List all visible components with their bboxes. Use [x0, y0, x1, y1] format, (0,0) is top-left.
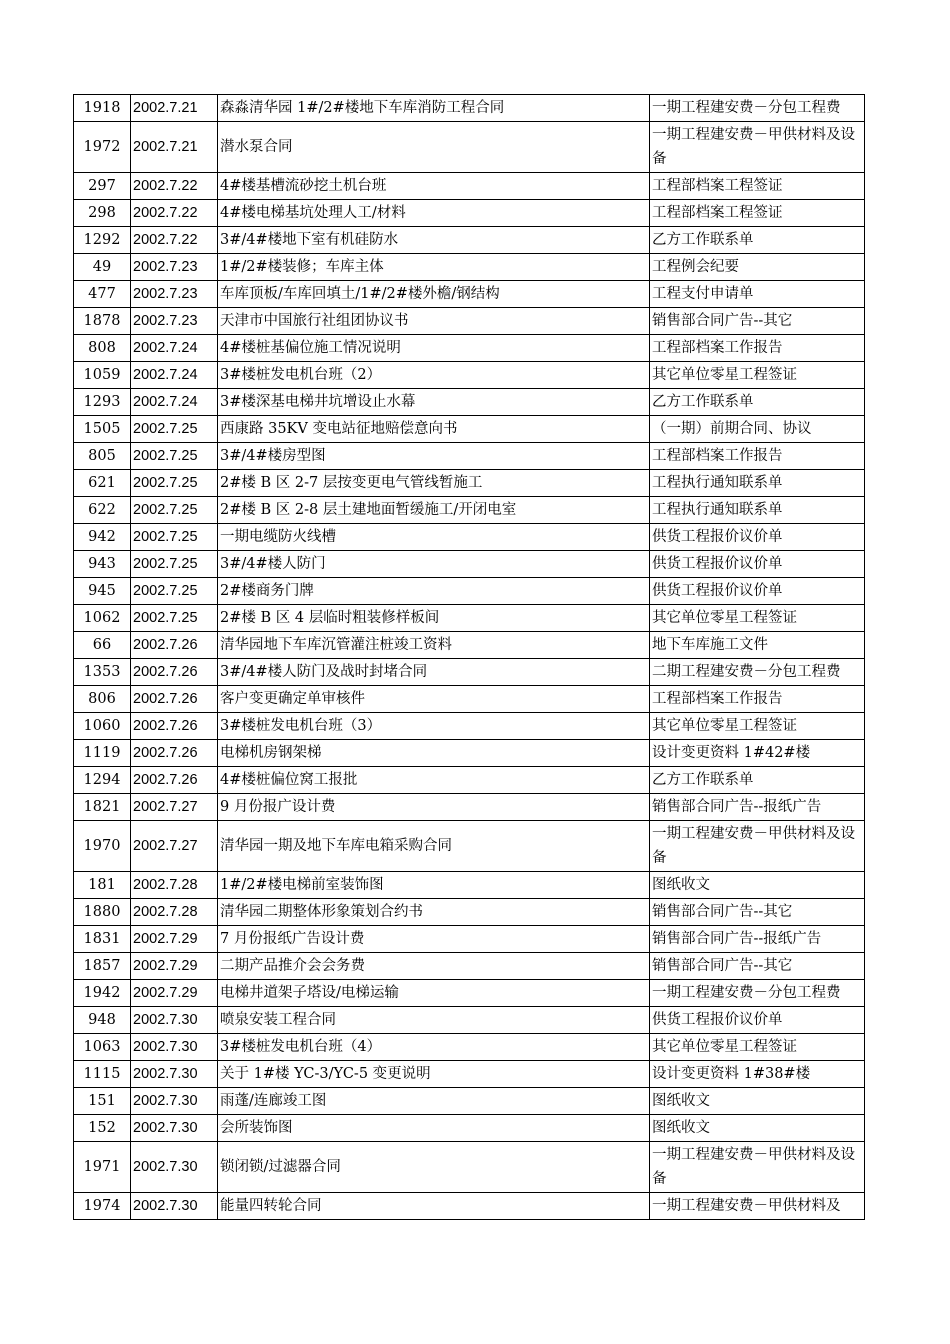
table-row [74, 95, 865, 122]
description-cell: 3#楼深基电梯井坑增设止水幕 [218, 389, 650, 416]
description-cell: 9 月份报广设计费 [218, 794, 650, 821]
table-row [74, 1061, 865, 1088]
table-row [74, 335, 865, 362]
description-cell: 西康路 35KV 变电站征地赔偿意向书 [218, 416, 650, 443]
description-cell: 7 月份报纸广告设计费 [218, 926, 650, 953]
date-cell: 2002.7.25 [131, 524, 218, 551]
description-cell: 会所装饰图 [218, 1115, 650, 1142]
category-cell: （一期）前期合同、协议 [650, 416, 865, 443]
description-cell: 2#楼 B 区 2-7 层按变更电气管线暂施工 [218, 470, 650, 497]
date-cell: 2002.7.23 [131, 254, 218, 281]
table-row [74, 899, 865, 926]
description-cell: 4#楼桩基偏位施工情况说明 [218, 335, 650, 362]
date-cell: 2002.7.27 [131, 794, 218, 821]
table-row [74, 632, 865, 659]
category-cell: 供货工程报价议价单 [650, 524, 865, 551]
date-cell: 2002.7.30 [131, 1142, 218, 1193]
table-row [74, 872, 865, 899]
record-number-cell: 49 [74, 254, 131, 281]
record-number-cell: 477 [74, 281, 131, 308]
record-number-cell: 1059 [74, 362, 131, 389]
category-cell: 地下车库施工文件 [650, 632, 865, 659]
table-row [74, 281, 865, 308]
table-row [74, 1088, 865, 1115]
record-number-cell: 808 [74, 335, 131, 362]
category-cell: 设计变更资料 1#38#楼 [650, 1061, 865, 1088]
date-cell: 2002.7.30 [131, 1007, 218, 1034]
category-cell: 图纸收文 [650, 1088, 865, 1115]
date-cell: 2002.7.23 [131, 308, 218, 335]
table-row [74, 740, 865, 767]
category-cell: 销售部合同广告--报纸广告 [650, 794, 865, 821]
record-number-cell: 151 [74, 1088, 131, 1115]
description-cell: 1#/2#楼电梯前室装饰图 [218, 872, 650, 899]
table-row [74, 389, 865, 416]
table-row [74, 767, 865, 794]
table-row [74, 524, 865, 551]
record-number-cell: 1831 [74, 926, 131, 953]
record-number-cell: 1918 [74, 95, 131, 122]
table-row [74, 659, 865, 686]
table-row [74, 497, 865, 524]
date-cell: 2002.7.29 [131, 980, 218, 1007]
category-cell: 销售部合同广告--报纸广告 [650, 926, 865, 953]
record-number-cell: 621 [74, 470, 131, 497]
description-cell: 2#楼 B 区 4 层临时粗装修样板间 [218, 605, 650, 632]
table-row [74, 173, 865, 200]
description-cell: 二期产品推介会会务费 [218, 953, 650, 980]
category-cell: 其它单位零星工程签证 [650, 1034, 865, 1061]
category-cell: 图纸收文 [650, 872, 865, 899]
category-cell: 设计变更资料 1#42#楼 [650, 740, 865, 767]
record-number-cell: 152 [74, 1115, 131, 1142]
record-number-cell: 1292 [74, 227, 131, 254]
category-cell: 销售部合同广告--其它 [650, 899, 865, 926]
category-cell: 一期工程建安费－甲供材料及设备 [650, 821, 865, 872]
category-cell: 乙方工作联系单 [650, 227, 865, 254]
description-cell: 喷泉安装工程合同 [218, 1007, 650, 1034]
date-cell: 2002.7.25 [131, 443, 218, 470]
table-row [74, 416, 865, 443]
record-number-cell: 1062 [74, 605, 131, 632]
date-cell: 2002.7.30 [131, 1193, 218, 1220]
date-cell: 2002.7.24 [131, 335, 218, 362]
date-cell: 2002.7.25 [131, 578, 218, 605]
record-number-cell: 1353 [74, 659, 131, 686]
date-cell: 2002.7.29 [131, 953, 218, 980]
record-number-cell: 1942 [74, 980, 131, 1007]
category-cell: 其它单位零星工程签证 [650, 605, 865, 632]
record-number-cell: 1063 [74, 1034, 131, 1061]
record-number-cell: 806 [74, 686, 131, 713]
category-cell: 供货工程报价议价单 [650, 1007, 865, 1034]
table-row [74, 551, 865, 578]
date-cell: 2002.7.22 [131, 173, 218, 200]
description-cell: 3#楼桩发电机台班（4） [218, 1034, 650, 1061]
record-number-cell: 181 [74, 872, 131, 899]
date-cell: 2002.7.25 [131, 497, 218, 524]
table-row [74, 578, 865, 605]
description-cell: 3#/4#楼地下室有机硅防水 [218, 227, 650, 254]
table-row [74, 1007, 865, 1034]
table-row [74, 122, 865, 173]
date-cell: 2002.7.24 [131, 362, 218, 389]
description-cell: 4#楼基槽流砂挖土机台班 [218, 173, 650, 200]
date-cell: 2002.7.27 [131, 821, 218, 872]
record-number-cell: 943 [74, 551, 131, 578]
date-cell: 2002.7.22 [131, 227, 218, 254]
description-cell: 能量四转轮合同 [218, 1193, 650, 1220]
description-cell: 清华园二期整体形象策划合约书 [218, 899, 650, 926]
description-cell: 清华园地下车库沉管灌注桩竣工资料 [218, 632, 650, 659]
description-cell: 电梯机房钢架梯 [218, 740, 650, 767]
table-row [74, 1193, 865, 1220]
record-number-cell: 942 [74, 524, 131, 551]
category-cell: 乙方工作联系单 [650, 767, 865, 794]
category-cell: 一期工程建安费－甲供材料及设备 [650, 1142, 865, 1193]
category-cell: 工程例会纪要 [650, 254, 865, 281]
table-row [74, 1034, 865, 1061]
record-number-cell: 622 [74, 497, 131, 524]
description-cell: 关于 1#楼 YC-3/YC-5 变更说明 [218, 1061, 650, 1088]
date-cell: 2002.7.26 [131, 659, 218, 686]
record-number-cell: 945 [74, 578, 131, 605]
record-number-cell: 1972 [74, 122, 131, 173]
record-number-cell: 1821 [74, 794, 131, 821]
record-number-cell: 1878 [74, 308, 131, 335]
date-cell: 2002.7.21 [131, 122, 218, 173]
record-number-cell: 1970 [74, 821, 131, 872]
table-row [74, 821, 865, 872]
record-number-cell: 1505 [74, 416, 131, 443]
category-cell: 工程部档案工作报告 [650, 443, 865, 470]
table-row [74, 362, 865, 389]
table-row [74, 1142, 865, 1193]
date-cell: 2002.7.24 [131, 389, 218, 416]
date-cell: 2002.7.25 [131, 470, 218, 497]
date-cell: 2002.7.26 [131, 767, 218, 794]
table-row [74, 926, 865, 953]
category-cell: 工程执行通知联系单 [650, 497, 865, 524]
description-cell: 1#/2#楼装修；车库主体 [218, 254, 650, 281]
category-cell: 销售部合同广告--其它 [650, 953, 865, 980]
record-number-cell: 948 [74, 1007, 131, 1034]
description-cell: 车库顶板/车库回填土/1#/2#楼外檐/钢结构 [218, 281, 650, 308]
record-number-cell: 1119 [74, 740, 131, 767]
category-cell: 工程部档案工作报告 [650, 686, 865, 713]
record-number-cell: 298 [74, 200, 131, 227]
description-cell: 清华园一期及地下车库电箱采购合同 [218, 821, 650, 872]
description-cell: 雨蓬/连廊竣工图 [218, 1088, 650, 1115]
date-cell: 2002.7.30 [131, 1088, 218, 1115]
description-cell: 客户变更确定单审核件 [218, 686, 650, 713]
record-number-cell: 1974 [74, 1193, 131, 1220]
date-cell: 2002.7.25 [131, 605, 218, 632]
date-cell: 2002.7.21 [131, 95, 218, 122]
date-cell: 2002.7.26 [131, 740, 218, 767]
date-cell: 2002.7.28 [131, 899, 218, 926]
table-row [74, 254, 865, 281]
category-cell: 一期工程建安费－甲供材料及设备 [650, 122, 865, 173]
category-cell: 其它单位零星工程签证 [650, 713, 865, 740]
category-cell: 乙方工作联系单 [650, 389, 865, 416]
description-cell: 2#楼商务门牌 [218, 578, 650, 605]
date-cell: 2002.7.26 [131, 632, 218, 659]
description-cell: 一期电缆防火线槽 [218, 524, 650, 551]
record-number-cell: 1294 [74, 767, 131, 794]
date-cell: 2002.7.30 [131, 1034, 218, 1061]
category-cell: 工程支付申请单 [650, 281, 865, 308]
date-cell: 2002.7.25 [131, 551, 218, 578]
date-cell: 2002.7.23 [131, 281, 218, 308]
record-number-cell: 1880 [74, 899, 131, 926]
category-cell: 二期工程建安费－分包工程费 [650, 659, 865, 686]
table-row [74, 953, 865, 980]
description-cell: 3#/4#楼房型图 [218, 443, 650, 470]
category-cell: 工程部档案工作报告 [650, 335, 865, 362]
date-cell: 2002.7.25 [131, 416, 218, 443]
date-cell: 2002.7.30 [131, 1115, 218, 1142]
table-row [74, 686, 865, 713]
description-cell: 3#/4#楼人防门 [218, 551, 650, 578]
category-cell: 销售部合同广告--其它 [650, 308, 865, 335]
category-cell: 供货工程报价议价单 [650, 578, 865, 605]
description-cell: 天津市中国旅行社组团协议书 [218, 308, 650, 335]
table-row [74, 980, 865, 1007]
description-cell: 3#/4#楼人防门及战时封堵合同 [218, 659, 650, 686]
record-number-cell: 1857 [74, 953, 131, 980]
record-number-cell: 1060 [74, 713, 131, 740]
date-cell: 2002.7.26 [131, 686, 218, 713]
date-cell: 2002.7.22 [131, 200, 218, 227]
category-cell: 一期工程建安费－分包工程费 [650, 95, 865, 122]
table-row [74, 227, 865, 254]
table-row [74, 443, 865, 470]
table-row [74, 713, 865, 740]
record-number-cell: 1293 [74, 389, 131, 416]
description-cell: 4#楼桩偏位窝工报批 [218, 767, 650, 794]
table-row [74, 605, 865, 632]
record-number-cell: 805 [74, 443, 131, 470]
category-cell: 工程部档案工程签证 [650, 173, 865, 200]
description-cell: 2#楼 B 区 2-8 层土建地面暂缓施工/开闭电室 [218, 497, 650, 524]
table-row [74, 1115, 865, 1142]
category-cell: 一期工程建安费－甲供材料及 [650, 1193, 865, 1220]
category-cell: 供货工程报价议价单 [650, 551, 865, 578]
record-number-cell: 66 [74, 632, 131, 659]
description-cell: 3#楼桩发电机台班（2） [218, 362, 650, 389]
document-table [73, 94, 865, 1220]
record-number-cell: 1971 [74, 1142, 131, 1193]
table-row [74, 308, 865, 335]
table-row [74, 200, 865, 227]
category-cell: 图纸收文 [650, 1115, 865, 1142]
record-number-cell: 297 [74, 173, 131, 200]
table-row [74, 470, 865, 497]
category-cell: 工程部档案工程签证 [650, 200, 865, 227]
date-cell: 2002.7.28 [131, 872, 218, 899]
description-cell: 4#楼电梯基坑处理人工/材料 [218, 200, 650, 227]
category-cell: 工程执行通知联系单 [650, 470, 865, 497]
record-number-cell: 1115 [74, 1061, 131, 1088]
description-cell: 潜水泵合同 [218, 122, 650, 173]
table-body [74, 95, 865, 1220]
description-cell: 3#楼桩发电机台班（3） [218, 713, 650, 740]
date-cell: 2002.7.26 [131, 713, 218, 740]
date-cell: 2002.7.30 [131, 1061, 218, 1088]
category-cell: 一期工程建安费－分包工程费 [650, 980, 865, 1007]
description-cell: 森淼清华园 1#/2#楼地下车库消防工程合同 [218, 95, 650, 122]
date-cell: 2002.7.29 [131, 926, 218, 953]
category-cell: 其它单位零星工程签证 [650, 362, 865, 389]
table-row [74, 794, 865, 821]
description-cell: 电梯井道架子塔设/电梯运输 [218, 980, 650, 1007]
description-cell: 锁闭锁/过滤器合同 [218, 1142, 650, 1193]
